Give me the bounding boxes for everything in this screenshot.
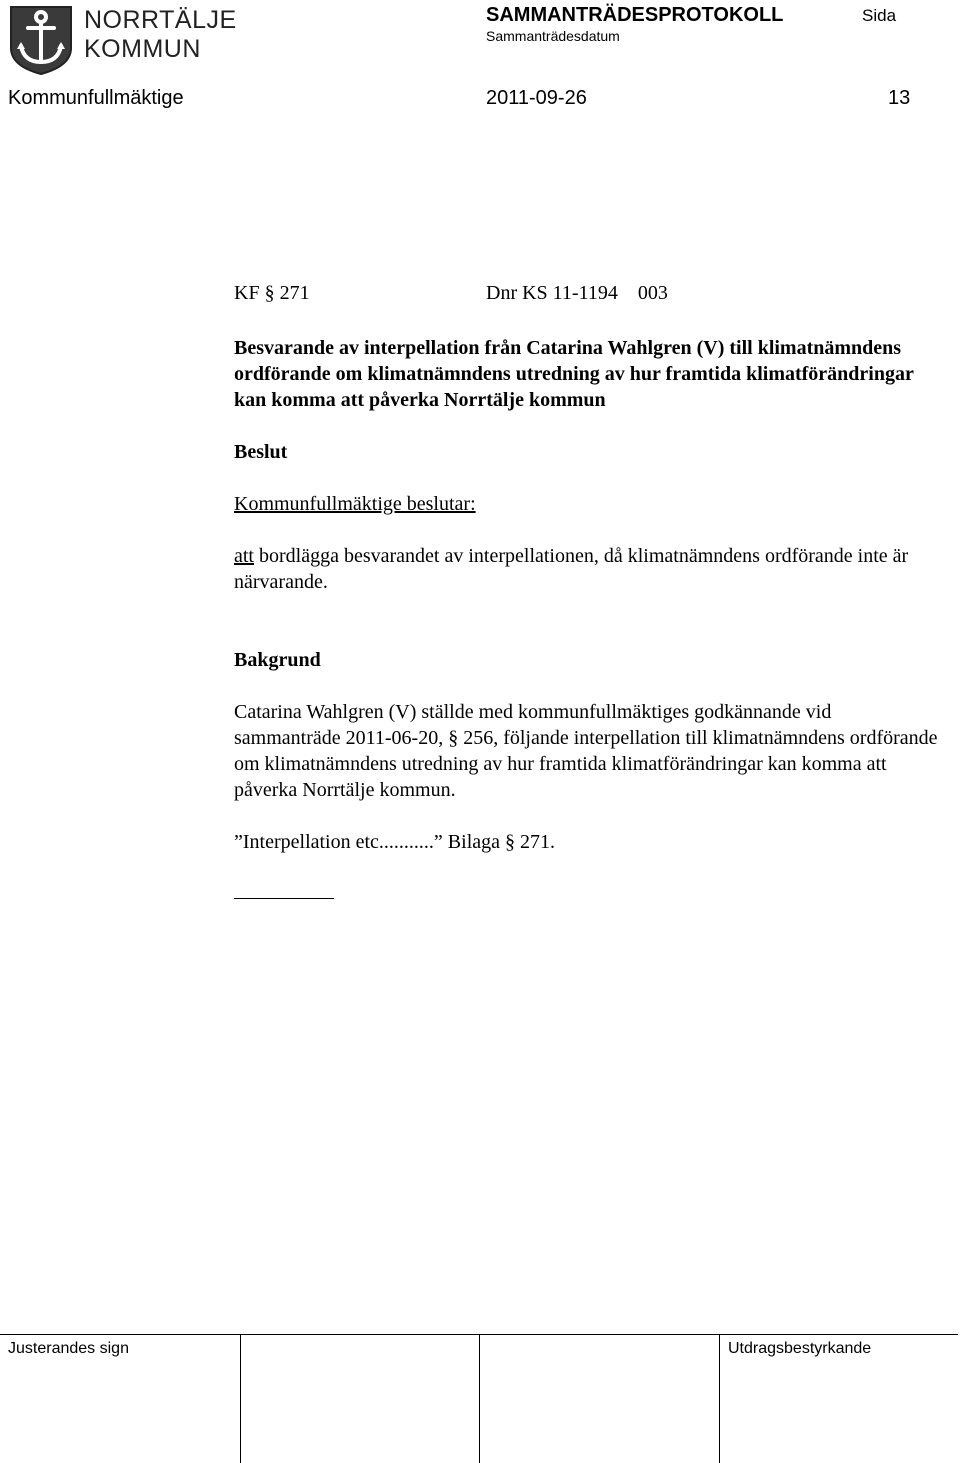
reference-line — [234, 280, 940, 306]
page-number: 13 — [888, 87, 911, 109]
document-title: Besvarande av interpellation från Catarina Wahlgren (V) till klimatnämndens ordförande om klimatnämndens utredning av hur framtida klimatförändringar kan komma att påverka Norrtälje kommun — [234, 337, 914, 411]
sign-cell — [0, 1335, 240, 1463]
extract-label: Utdragsbestyrkande — [728, 1340, 872, 1357]
decision-att: att — [234, 545, 254, 567]
decision-intro — [234, 491, 940, 517]
decision-paragraph — [234, 543, 940, 595]
dnr: Dnr KS 11-1194 003 — [486, 282, 668, 304]
decision-text: bordlägga besvarandet av interpellationen, då klimatnämndens ordförande inte är närvarande. — [234, 545, 909, 593]
bakgrund-heading: Bakgrund — [234, 649, 321, 671]
meeting-body: Kommunfullmäktige — [8, 87, 184, 109]
logo-line-1: NORRTÄLJE — [84, 6, 237, 34]
municipality-logo-text — [84, 6, 237, 64]
signature-footer — [0, 1334, 958, 1463]
document-body — [234, 280, 940, 881]
logo-line-2: KOMMUN — [84, 35, 201, 63]
page-label: Sida — [862, 6, 897, 25]
sign-label: Justerandes sign — [8, 1340, 129, 1357]
extract-cell — [719, 1335, 958, 1463]
beslut-heading: Beslut — [234, 441, 288, 463]
bakgrund-paragraph: Catarina Wahlgren (V) ställde med kommunfullmäktiges godkännande vid sammanträde 2011-06-20, § 256, följande interpellation till klimatnämndens ordförande om klimatnämndens utredning av hur framtida klimatförändringar kan komma att påverka Norrtälje kommun. — [234, 701, 938, 801]
decision-intro-text: Kommunfullmäktige beslutar: — [234, 493, 476, 515]
end-rule — [234, 898, 334, 899]
sign-cell-3 — [479, 1335, 719, 1463]
protocol-subtitle: Sammanträdesdatum — [486, 28, 620, 44]
section-ref: KF § 271 — [234, 282, 310, 304]
attachment-reference: ”Interpellation etc...........” Bilaga § 271. — [234, 831, 556, 853]
municipal-coat-of-arms-icon — [8, 4, 74, 76]
protocol-title: SAMMANTRÄDESPROTOKOLL — [486, 4, 784, 26]
meeting-date: 2011-09-26 — [486, 87, 587, 109]
sign-cell-2 — [240, 1335, 479, 1463]
